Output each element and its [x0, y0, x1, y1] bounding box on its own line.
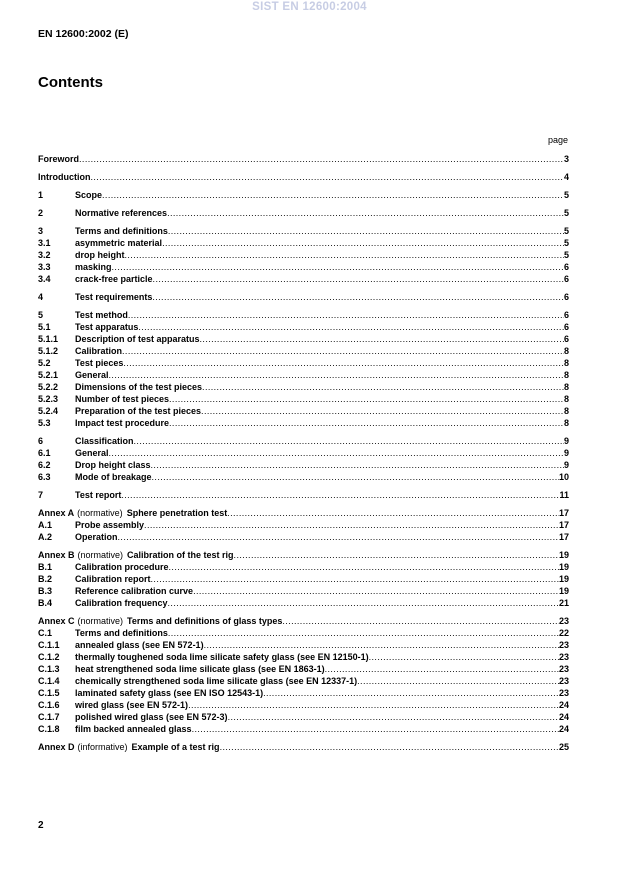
toc-entry-number: Annex D — [38, 742, 75, 752]
page-column-label: page — [547, 135, 568, 145]
toc-leader-dots — [202, 381, 564, 393]
toc-entry-number: 5 — [38, 310, 44, 320]
toc-entry[interactable] — [38, 171, 569, 183]
toc-entry[interactable] — [38, 615, 569, 627]
toc-entry[interactable] — [38, 291, 569, 303]
toc-entry[interactable] — [38, 381, 569, 393]
toc-entry-number: Introduction — [38, 172, 91, 182]
toc-entry-page: 22 — [558, 628, 569, 638]
toc-leader-dots — [144, 519, 559, 531]
toc-entry-page: 6 — [563, 262, 569, 272]
toc-entry-label: Normative references — [75, 208, 168, 218]
toc-entry-page: 9 — [563, 460, 569, 470]
toc-leader-dots — [128, 309, 564, 321]
toc-entry-label: Sphere penetration test — [126, 508, 228, 518]
toc-entry[interactable] — [38, 687, 569, 699]
toc-entry-number: Annex A — [38, 508, 75, 518]
toc-leader-dots — [325, 663, 559, 675]
toc-entry-page: 25 — [558, 742, 569, 752]
toc-entry[interactable] — [38, 369, 569, 381]
toc-annex-kind: (normative) — [77, 508, 123, 518]
toc-leader-dots — [112, 261, 564, 273]
toc-leader-dots — [123, 357, 564, 369]
toc-entry-page: 9 — [563, 436, 569, 446]
toc-entry-number: C.1.5 — [38, 688, 60, 698]
toc-entry-label: Calibration frequency — [75, 598, 168, 608]
toc-entry-page: 6 — [563, 334, 569, 344]
toc-entry-number: C.1.4 — [38, 676, 60, 686]
toc-entry-page: 8 — [563, 394, 569, 404]
toc-entry-label: Scope — [75, 190, 103, 200]
toc-leader-dots — [169, 561, 559, 573]
toc-entry-label: wired glass (see EN 572-1) — [75, 700, 189, 710]
toc-entry-number: 6.3 — [38, 472, 51, 482]
toc-entry-number: 2 — [38, 208, 44, 218]
toc-entry-page: 5 — [563, 250, 569, 260]
toc-entry-label: Terms and definitions — [75, 628, 168, 638]
toc-entry-page: 21 — [558, 598, 569, 608]
toc-entry[interactable] — [38, 207, 569, 219]
toc-entry[interactable] — [38, 507, 569, 519]
toc-entry-label: Impact test procedure — [75, 418, 170, 428]
toc-entry-number: 3 — [38, 226, 44, 236]
toc-entry-page: 23 — [558, 688, 569, 698]
toc-leader-dots — [204, 639, 559, 651]
toc-entry-page: 6 — [563, 322, 569, 332]
toc-entry-label: Terms and definitions of glass types — [127, 616, 283, 626]
toc-leader-dots — [151, 573, 559, 585]
toc-leader-dots — [220, 741, 559, 753]
toc-entry-label: Example of a test rig — [131, 742, 220, 752]
toc-entry-page: 23 — [558, 640, 569, 650]
toc-entry-page: 23 — [558, 652, 569, 662]
toc-entry-label: thermally toughened soda lime silicate safety glass (see EN 12150-1) — [75, 652, 369, 662]
toc-entry-number: C.1 — [38, 628, 53, 638]
toc-entry-number: B.3 — [38, 586, 53, 596]
toc-entry-page: 19 — [558, 562, 569, 572]
toc-entry-label: Calibration of the test rig — [127, 550, 234, 560]
toc-annex-kind: (informative) — [77, 742, 128, 752]
toc-entry-label: Test pieces — [75, 358, 124, 368]
watermark: SIST EN 12600:2004 — [252, 1, 367, 13]
toc-entry-label: film backed annealed glass — [75, 724, 192, 734]
toc-leader-dots — [167, 207, 564, 219]
toc-entry[interactable] — [38, 597, 569, 609]
toc-entry-label: drop height — [75, 250, 125, 260]
toc-entry-page: 17 — [558, 532, 569, 542]
toc-entry-label: masking — [75, 262, 112, 272]
toc-entry-number: 5.2.2 — [38, 382, 59, 392]
toc-entry[interactable] — [38, 585, 569, 597]
toc-entry-label: Dimensions of the test pieces — [75, 382, 203, 392]
toc-entry[interactable] — [38, 405, 569, 417]
toc-entry-page: 24 — [558, 712, 569, 722]
toc-entry[interactable] — [38, 435, 569, 447]
toc-entry-label: General — [75, 448, 109, 458]
toc-entry-page: 6 — [563, 292, 569, 302]
toc-entry-page: 11 — [559, 490, 569, 500]
toc-leader-dots — [169, 417, 564, 429]
toc-entry-number: C.1.8 — [38, 724, 60, 734]
toc-leader-dots — [227, 507, 559, 519]
toc-entry[interactable] — [38, 489, 569, 501]
toc-entry[interactable] — [38, 651, 569, 663]
toc-entry[interactable] — [38, 627, 569, 639]
toc-entry-label: heat strengthened soda lime silicate glass (see EN 1863-1) — [75, 664, 325, 674]
toc-entry-number: 4 — [38, 292, 44, 302]
toc-entry-page: 5 — [563, 226, 569, 236]
toc-leader-dots — [200, 333, 564, 345]
toc-entry-label: General — [75, 370, 109, 380]
toc-entry-number: B.1 — [38, 562, 53, 572]
toc-entry-number: 6.2 — [38, 460, 51, 470]
toc-entry-page: 23 — [558, 664, 569, 674]
toc-leader-dots — [79, 153, 564, 165]
toc-entry-label: Drop height class — [75, 460, 151, 470]
toc-entry-label: polished wired glass (see EN 572-3) — [75, 712, 228, 722]
toc-entry-label: Description of test apparatus — [75, 334, 200, 344]
toc-entry[interactable] — [38, 741, 569, 753]
toc-entry[interactable] — [38, 447, 569, 459]
toc-entry-page: 8 — [563, 358, 569, 368]
toc-entry-page: 19 — [558, 574, 569, 584]
toc-leader-dots — [201, 405, 564, 417]
toc-entry-number: 5.2 — [38, 358, 51, 368]
toc-entry-label: Test requirements — [75, 292, 153, 302]
toc-leader-dots — [369, 651, 559, 663]
toc-leader-dots — [263, 687, 559, 699]
toc-entry[interactable] — [38, 531, 569, 543]
toc-entry[interactable] — [38, 261, 569, 273]
toc-entry[interactable] — [38, 225, 569, 237]
toc-leader-dots — [109, 369, 564, 381]
toc-entry-page: 5 — [563, 238, 569, 248]
toc-entry-label: Test report — [75, 490, 122, 500]
toc-entry-number: C.1.2 — [38, 652, 60, 662]
toc-entry[interactable] — [38, 723, 569, 735]
toc-entry-number: 3.1 — [38, 238, 51, 248]
toc-entry[interactable] — [38, 249, 569, 261]
toc-leader-dots — [357, 675, 559, 687]
toc-entry-page: 5 — [563, 208, 569, 218]
toc-entry-number: 1 — [38, 190, 44, 200]
toc-entry-number: A.2 — [38, 532, 53, 542]
toc-entry-number: C.1.1 — [38, 640, 60, 650]
page-number: 2 — [38, 820, 44, 831]
toc-entry-label: crack-free particle — [75, 274, 153, 284]
toc-leader-dots — [234, 549, 559, 561]
toc-leader-dots — [168, 597, 559, 609]
toc-entry-number: 5.2.3 — [38, 394, 59, 404]
toc-entry-page: 19 — [558, 550, 569, 560]
toc-annex-kind: (normative) — [77, 616, 124, 626]
toc-leader-dots — [162, 237, 564, 249]
toc-entry[interactable] — [38, 573, 569, 585]
toc-entry-page: 8 — [563, 382, 569, 392]
toc-leader-dots — [134, 435, 564, 447]
toc-entry-number: A.1 — [38, 520, 53, 530]
toc-leader-dots — [109, 447, 564, 459]
toc-leader-dots — [153, 273, 564, 285]
toc-entry-page: 23 — [558, 616, 569, 626]
toc-entry[interactable] — [38, 417, 569, 429]
toc-entry[interactable] — [38, 471, 569, 483]
toc-entry-page: 8 — [563, 346, 569, 356]
toc-entry-number: 6 — [38, 436, 44, 446]
toc-entry-number: B.2 — [38, 574, 53, 584]
toc-entry-number: Annex C — [38, 616, 75, 626]
toc-entry-label: Terms and definitions — [75, 226, 168, 236]
toc-entry[interactable] — [38, 549, 569, 561]
toc-entry-page: 4 — [563, 172, 569, 182]
toc-annex-kind: (normative) — [77, 550, 124, 560]
toc-entry-number: 7 — [38, 490, 44, 500]
toc-leader-dots — [193, 585, 559, 597]
toc-leader-dots — [168, 225, 564, 237]
toc-entry-number: Foreword — [38, 154, 80, 164]
toc-leader-dots — [188, 699, 559, 711]
toc-entry-label: chemically strengthened soda lime silicate glass (see EN 12337-1) — [75, 676, 358, 686]
toc-entry-number: 5.2.1 — [38, 370, 59, 380]
toc-leader-dots — [282, 615, 559, 627]
toc-entry-label: asymmetric material — [75, 238, 163, 248]
toc-entry[interactable] — [38, 393, 569, 405]
toc-entry-label: Calibration procedure — [75, 562, 169, 572]
toc-entry-page: 17 — [558, 508, 569, 518]
toc-entry[interactable] — [38, 345, 569, 357]
toc-entry[interactable] — [38, 333, 569, 345]
toc-entry-label: Preparation of the test pieces — [75, 406, 202, 416]
toc-entry[interactable] — [38, 519, 569, 531]
toc-leader-dots — [169, 393, 564, 405]
toc-leader-dots — [151, 459, 564, 471]
toc-entry[interactable] — [38, 459, 569, 471]
toc-entry-number: 5.1.2 — [38, 346, 59, 356]
toc-entry-label: Reference calibration curve — [75, 586, 194, 596]
toc-entry-number: 5.1 — [38, 322, 51, 332]
toc-leader-dots — [91, 171, 564, 183]
toc-entry-number: 5.1.1 — [38, 334, 59, 344]
toc-entry-number: 3.4 — [38, 274, 51, 284]
toc-entry-page: 8 — [563, 370, 569, 380]
toc-entry-number: C.1.6 — [38, 700, 60, 710]
toc-entry-label: Classification — [75, 436, 134, 446]
toc-leader-dots — [168, 627, 559, 639]
toc-entry[interactable] — [38, 321, 569, 333]
toc-leader-dots — [152, 291, 564, 303]
toc-leader-dots — [138, 321, 564, 333]
toc-entry-page: 8 — [563, 406, 569, 416]
toc-entry[interactable] — [38, 663, 569, 675]
toc-entry-number: 6.1 — [38, 448, 51, 458]
toc-entry[interactable] — [38, 699, 569, 711]
toc-entry[interactable] — [38, 153, 569, 165]
toc-entry-page: 23 — [558, 676, 569, 686]
toc-entry-label: Number of test pieces — [75, 394, 170, 404]
toc-entry-page: 9 — [563, 448, 569, 458]
toc-entry-page: 6 — [563, 310, 569, 320]
toc-entry[interactable] — [38, 675, 569, 687]
toc-entry-page: 8 — [563, 418, 569, 428]
toc-leader-dots — [192, 723, 559, 735]
toc-entry-label: Test method — [75, 310, 128, 320]
toc-entry-page: 24 — [558, 724, 569, 734]
table-of-contents — [38, 153, 569, 753]
toc-entry-page: 6 — [563, 274, 569, 284]
toc-entry-label: Test apparatus — [75, 322, 139, 332]
toc-entry-number: 5.2.4 — [38, 406, 59, 416]
toc-entry-number: B.4 — [38, 598, 53, 608]
toc-entry-label: Operation — [75, 532, 118, 542]
toc-entry[interactable] — [38, 711, 569, 723]
toc-entry-page: 19 — [558, 586, 569, 596]
toc-leader-dots — [122, 345, 564, 357]
toc-entry[interactable] — [38, 561, 569, 573]
toc-entry[interactable] — [38, 639, 569, 651]
toc-leader-dots — [118, 531, 559, 543]
toc-entry[interactable] — [38, 273, 569, 285]
toc-entry-page: 5 — [563, 190, 569, 200]
toc-entry-label: Mode of breakage — [75, 472, 152, 482]
toc-entry-page: 10 — [558, 472, 569, 482]
toc-entry-label: annealed glass (see EN 572-1) — [75, 640, 204, 650]
toc-entry-number: C.1.3 — [38, 664, 60, 674]
toc-entry[interactable] — [38, 189, 569, 201]
toc-entry-page: 17 — [558, 520, 569, 530]
toc-entry-number: 5.3 — [38, 418, 51, 428]
document-id: EN 12600:2002 (E) — [38, 28, 129, 40]
toc-entry-number: 3.3 — [38, 262, 51, 272]
toc-entry-label: laminated safety glass (see EN ISO 12543-1) — [75, 688, 264, 698]
toc-entry-page: 24 — [558, 700, 569, 710]
toc-entry-label: Calibration — [75, 346, 123, 356]
toc-entry-number: Annex B — [38, 550, 75, 560]
toc-leader-dots — [121, 489, 559, 501]
toc-leader-dots — [125, 249, 564, 261]
toc-entry-page: 3 — [563, 154, 569, 164]
toc-leader-dots — [102, 189, 564, 201]
toc-leader-dots — [152, 471, 559, 483]
toc-entry-label: Calibration report — [75, 574, 151, 584]
toc-entry[interactable] — [38, 357, 569, 369]
page-title: Contents — [38, 74, 103, 91]
toc-entry-label: Probe assembly — [75, 520, 145, 530]
toc-entry[interactable] — [38, 309, 569, 321]
toc-entry[interactable] — [38, 237, 569, 249]
toc-entry-number: 3.2 — [38, 250, 51, 260]
toc-entry-number: C.1.7 — [38, 712, 60, 722]
toc-leader-dots — [228, 711, 559, 723]
